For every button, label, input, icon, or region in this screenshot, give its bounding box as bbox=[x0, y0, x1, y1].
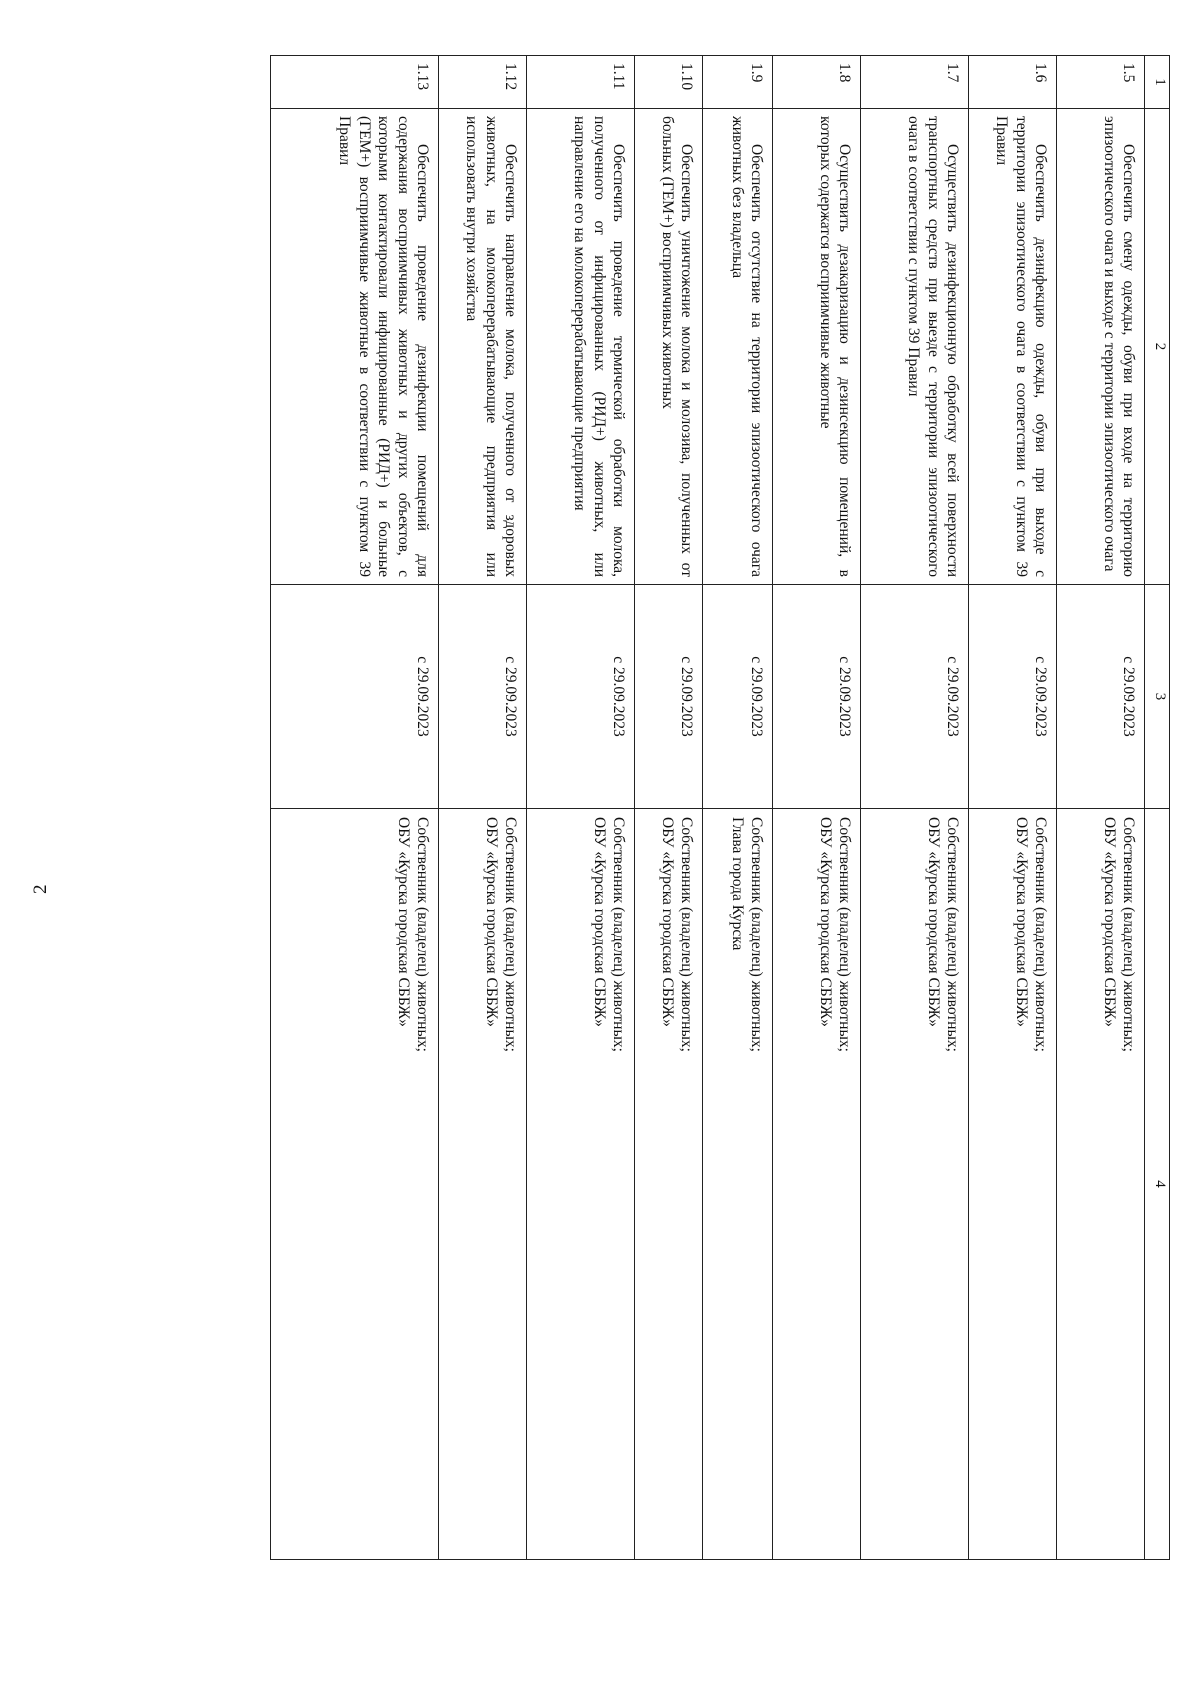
header-row bbox=[1145, 56, 1170, 1560]
responsible-cell: Собственник (владелец) животных; ОБУ «Курска городская СББЖ» bbox=[527, 809, 635, 1560]
deadline-cell: с 29.09.2023 bbox=[1057, 585, 1145, 809]
header-cell-3: 3 bbox=[1145, 585, 1170, 809]
action-cell bbox=[271, 109, 439, 585]
deadline-cell: с 29.09.2023 bbox=[703, 585, 773, 809]
measures-table bbox=[270, 55, 1170, 1560]
action-cell bbox=[773, 109, 861, 585]
page-number: 2 bbox=[30, 884, 51, 894]
header-cell-2: 2 bbox=[1145, 109, 1170, 585]
row-number: 1.6 bbox=[969, 56, 1057, 109]
deadline-cell: с 29.09.2023 bbox=[271, 585, 439, 809]
responsible-cell: Собственник (владелец) животных; Глава города Курска bbox=[703, 809, 773, 1560]
rotated-table-container bbox=[28, 55, 1170, 1559]
action-text: Обеспечить дезинфекцию одежды, обуви при выходе с территории эпизоотического очага в соответствии с пунктом 39 Правил bbox=[993, 116, 1049, 577]
responsible-cell: Собственник (владелец) животных; ОБУ «Курска городская СББЖ» bbox=[439, 809, 527, 1560]
header-cell-1: 1 bbox=[1145, 56, 1170, 109]
responsible-cell: Собственник (владелец) животных; ОБУ «Курска городская СББЖ» bbox=[271, 809, 439, 1560]
action-cell bbox=[527, 109, 635, 585]
header-cell-4: 4 bbox=[1145, 809, 1170, 1560]
action-text: Осуществить дезинфекционную обработку всей поверхности транспортных средств при выезде с территории эпизоотического очага в соответствии с пунктом 39 Правил bbox=[905, 116, 961, 577]
table-row bbox=[773, 56, 861, 1560]
row-number: 1.5 bbox=[1057, 56, 1145, 109]
responsible-cell: Собственник (владелец) животных; ОБУ «Курска городская СББЖ» bbox=[635, 809, 703, 1560]
row-number: 1.13 bbox=[271, 56, 439, 109]
action-text: Обеспечить направление молока, полученного от здоровых животных, на молокоперерабатывающие предприятия или использовать внутри хозяйства bbox=[463, 116, 519, 577]
responsible-cell: Собственник (владелец) животных; ОБУ «Курска городская СББЖ» bbox=[773, 809, 861, 1560]
deadline-cell: с 29.09.2023 bbox=[773, 585, 861, 809]
action-text: Обеспечить проведение дезинфекции помещений для содержания восприимчивых животных и других объектов, с которыми контактировали инфицированные (РИД+) и больные (ГЕМ+) восприимчивые животные в соответствии с пунктом 39 Правил bbox=[336, 116, 431, 577]
table-row bbox=[969, 56, 1057, 1560]
action-cell bbox=[635, 109, 703, 585]
action-cell bbox=[703, 109, 773, 585]
table-row bbox=[635, 56, 703, 1560]
row-number: 1.12 bbox=[439, 56, 527, 109]
table-row bbox=[527, 56, 635, 1560]
deadline-cell: с 29.09.2023 bbox=[527, 585, 635, 809]
deadline-cell: с 29.09.2023 bbox=[969, 585, 1057, 809]
responsible-cell: Собственник (владелец) животных; ОБУ «Курска городская СББЖ» bbox=[969, 809, 1057, 1560]
row-number: 1.9 bbox=[703, 56, 773, 109]
action-text: Осуществить дезакаризацию и дезинсекцию помещений, в которых содержатся восприимчивые животные bbox=[816, 116, 853, 577]
responsible-cell: Собственник (владелец) животных; ОБУ «Курска городская СББЖ» bbox=[1057, 809, 1145, 1560]
responsible-cell: Собственник (владелец) животных; ОБУ «Курска городская СББЖ» bbox=[861, 809, 969, 1560]
action-cell bbox=[969, 109, 1057, 585]
row-number: 1.11 bbox=[527, 56, 635, 109]
action-text: Обеспечить проведение термической обработки молока, полученного от инфицированных (РИД+) животных, или направление его на молокоперерабатывающие предприятия bbox=[571, 116, 627, 577]
table-row bbox=[271, 56, 439, 1560]
table-row bbox=[861, 56, 969, 1560]
action-cell bbox=[439, 109, 527, 585]
action-text: Обеспечить отсутствие на территории эпизоотического очага животных без владельца bbox=[728, 116, 765, 577]
action-text: Обеспечить смену одежды, обуви при входе на территорию эпизоотического очага и выходе с территории эпизоотического очага bbox=[1100, 116, 1137, 577]
table-row bbox=[439, 56, 527, 1560]
action-cell bbox=[861, 109, 969, 585]
deadline-cell: с 29.09.2023 bbox=[439, 585, 527, 809]
row-number: 1.7 bbox=[861, 56, 969, 109]
deadline-cell: с 29.09.2023 bbox=[861, 585, 969, 809]
action-cell bbox=[1057, 109, 1145, 585]
row-number: 1.8 bbox=[773, 56, 861, 109]
table-row bbox=[703, 56, 773, 1560]
table-row bbox=[1057, 56, 1145, 1560]
deadline-cell: с 29.09.2023 bbox=[635, 585, 703, 809]
action-text: Обеспечить уничтожение молока и молозива, полученных от больных (ГЕМ+) восприимчивых животных bbox=[658, 116, 695, 577]
row-number: 1.10 bbox=[635, 56, 703, 109]
